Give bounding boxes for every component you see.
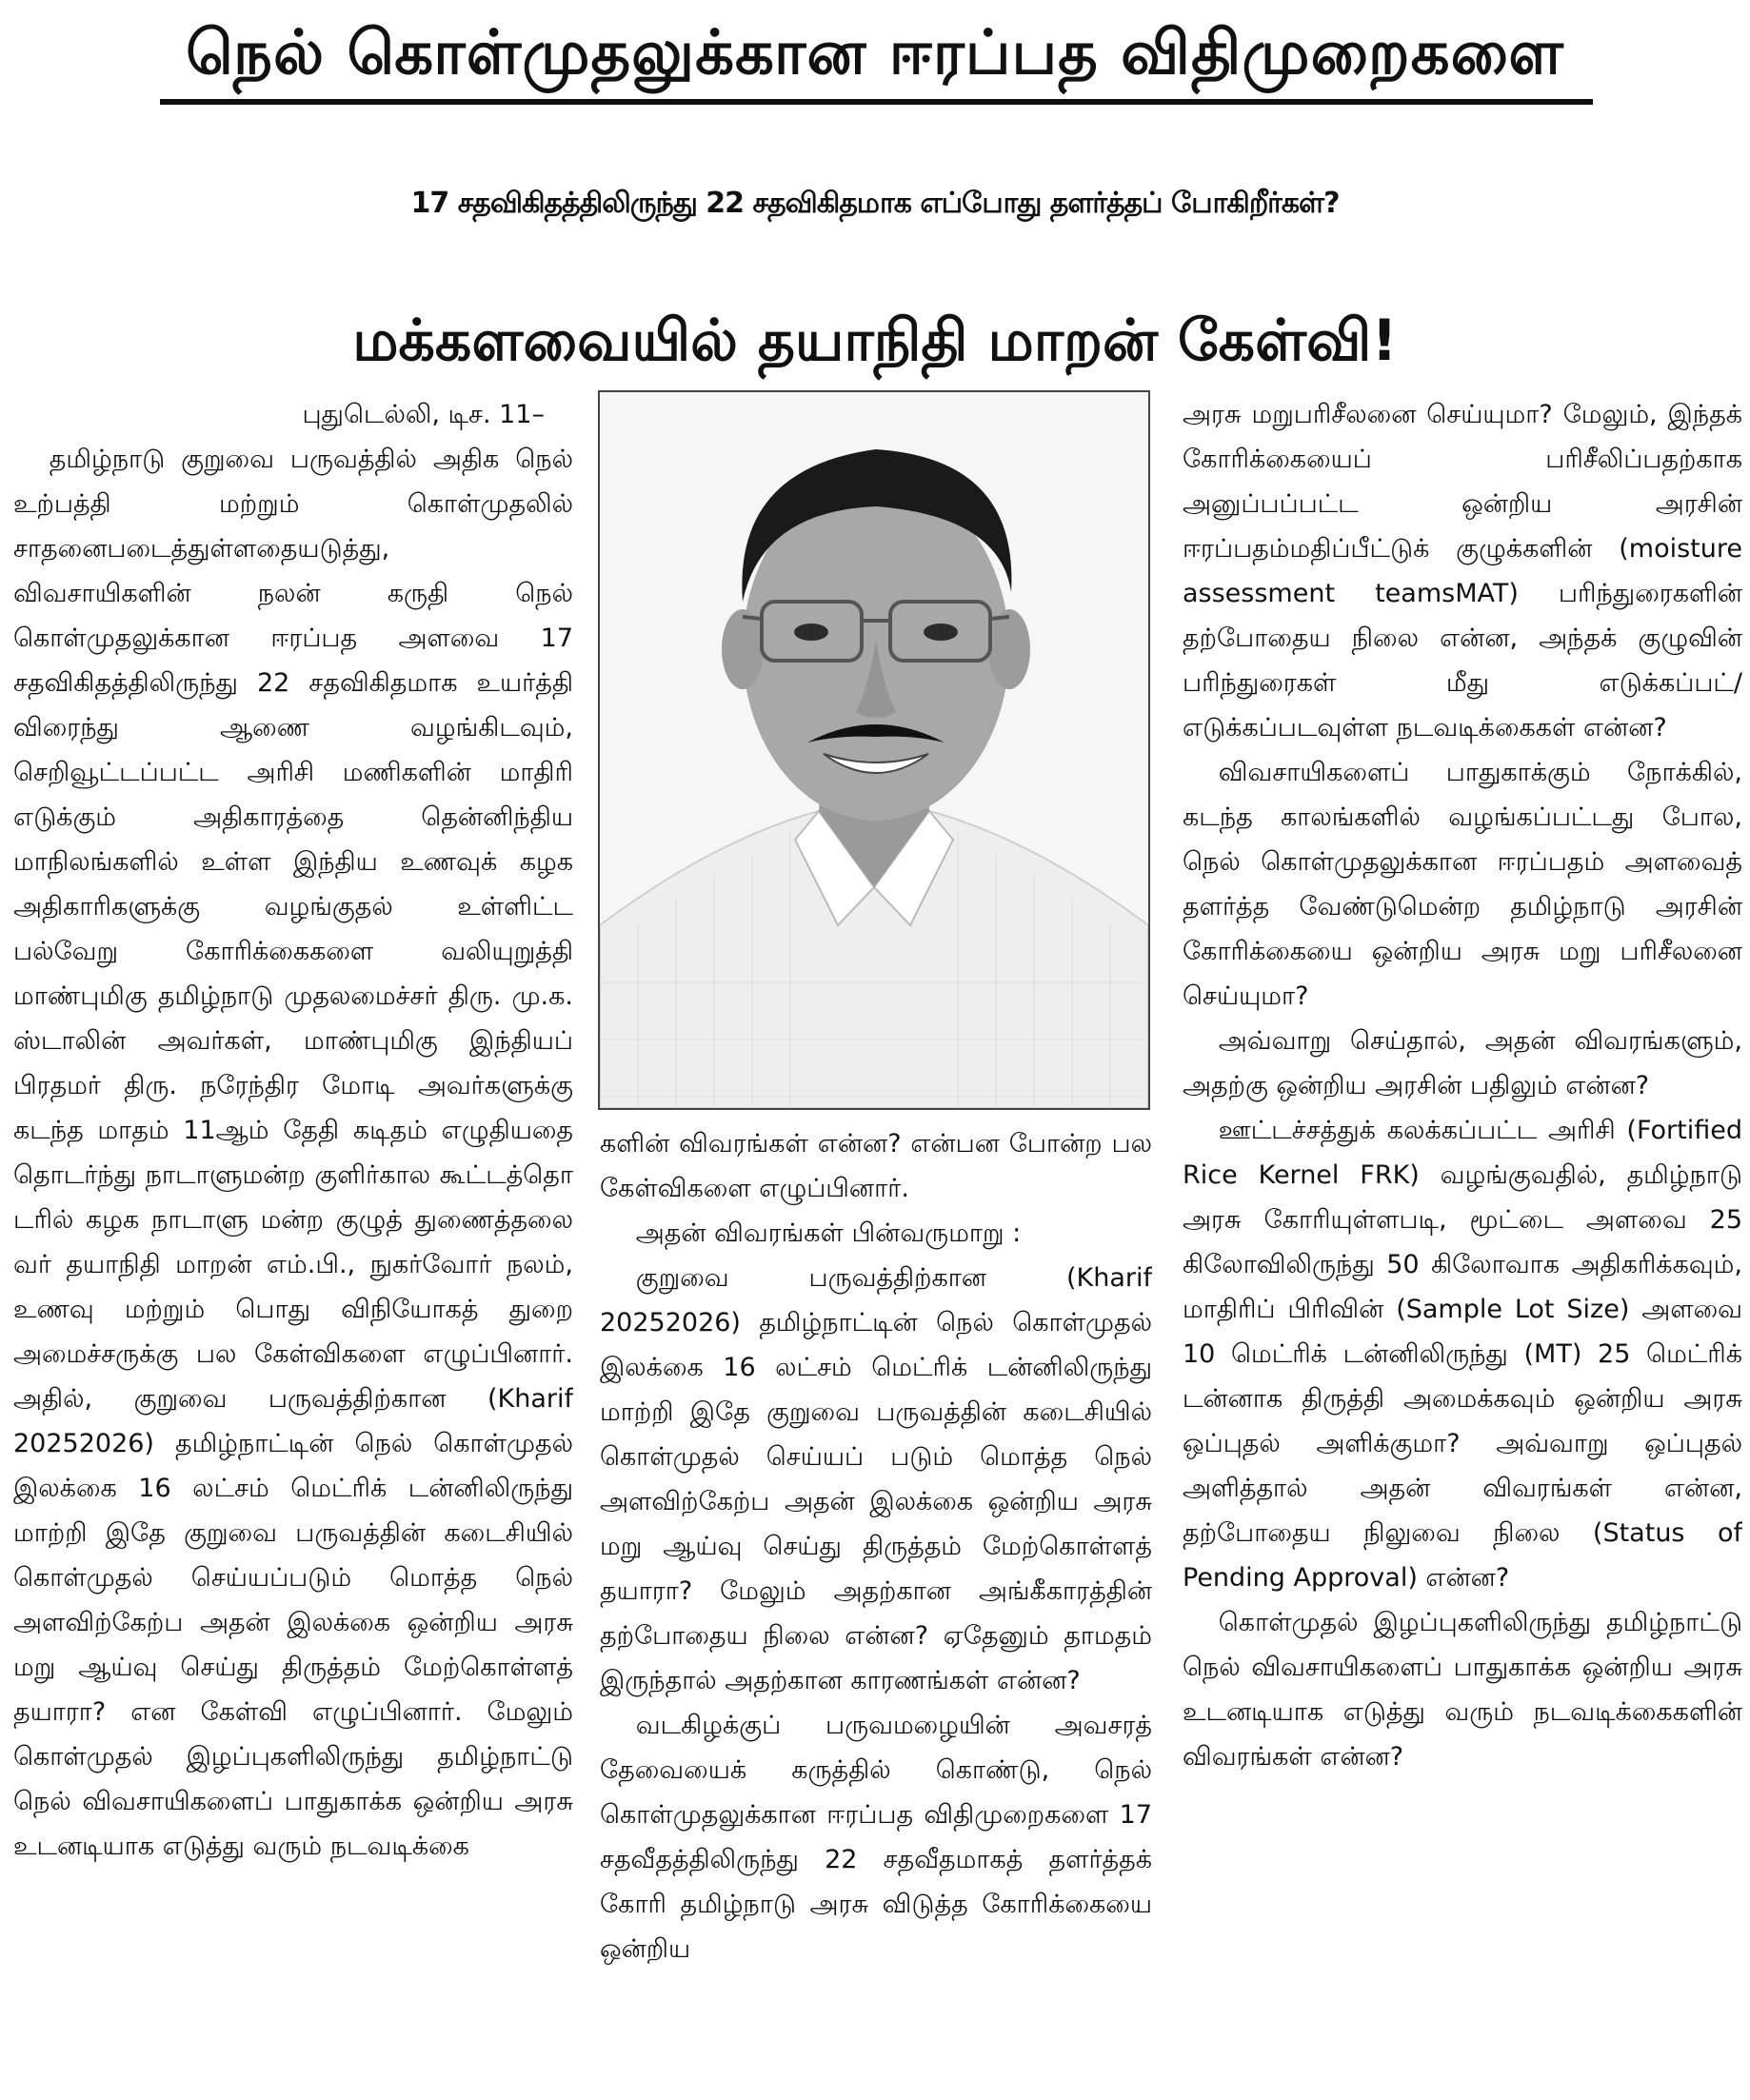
col2-paragraph-4: வடகிழக்குப் பருவமழையின் அவசரத் தேவையைக் கருத்தில் கொண்டு, நெல் கொள்முதலுக்கான ஈரப்பத விதிமுறைகளை 17 சதவீதத்திலிருந்து 22 சதவீதமாகத் தளர்த்தக் கோரி தமிழ்நாடு அரசு விடுத்த கோரிக்கையை ஒன்றிய bbox=[600, 1711, 1152, 1964]
dateline: புதுடெல்லி, டிச. 11– bbox=[302, 400, 545, 429]
article-column-2 bbox=[600, 1121, 1152, 2096]
portrait-photo bbox=[598, 390, 1150, 1110]
article-column-1 bbox=[13, 392, 573, 2094]
col2-paragraph-3: குறுவை பருவத்திற்கான (Kharif 20252026) தமிழ்நாட்டின் நெல் கொள்முதல் இலக்கை 16 லட்சம் மெட்ரிக் டன்னிலிருந்து மாற்றி இதே குறுவை பருவத்தின் கடைசியில் கொள்முதல் செய்யப் படும் மொத்த நெல் அளவிற்கேற்ப அதன் இலக்கை ஒன்றிய அரசு மறு ஆய்வு செய்து திருத்தம் மேற்கொள்ளத் தயாரா? மேலும் அதற்கான அங்கீகாரத்தின் தற்போதைய நிலை என்ன? ஏதேனும் தாமதம் இருந்தால் அதற்கான காரணங்கள் என்ன? bbox=[600, 1263, 1152, 1695]
headline-line-3: மக்களவையில் தயாநிதி மாறன் கேள்வி! bbox=[352, 307, 1398, 374]
col2-paragraph-2: அதன் விவரங்கள் பின்வருமாறு : bbox=[635, 1218, 1022, 1248]
col1-paragraph-1: தமிழ்நாடு குறுவை பருவத்தில் அதிக நெல் உற்பத்தி மற்றும் கொள்முதலில் சாதனைபடைத்துள்ளதையடுத்து, விவசாயிகளின் நலன் கருதி நெல் கொள்முதலுக்கான ஈரப்பத அளவை 17 சதவிகிதத்திலிருந்து 22 சதவிகிதமாக உயர்த்தி விரைந்து ஆணை வழங்கிடவும், செறிவூட்டப்பட்ட அரிசி மணிகளின் மாதிரி எடுக்கும் அதிகாரத்தை தென்னிந்திய மாநிலங்களில் உள்ள இந்திய உணவுக் கழக அதிகாரிகளுக்கு வழங்குதல் உள்ளிட்ட பல்வேறு கோரிக்கைகளை வலியுறுத்தி மாண்புமிகு தமிழ்நாடு முதலமைச்சர் திரு. மு.க. ஸ்டாலின் அவர்கள், மாண்புமிகு இந்தியப் பிரதமர் திரு. நரேந்திர மோடி அவர்களுக்கு கடந்த மாதம் 11ஆம் தேதி கடிதம் எழுதியதை தொடர்ந்து நாடாளுமன்ற குளிர்கால கூட்டத்தொ டரில் கழக நாடாளு மன்ற குழுத் துணைத்தலை வர் தயாநிதி மாறன் எம்.பி., நுகர்வோர் நலம், உணவு மற்றும் பொது விநியோகத் துறை அமைச்சருக்கு பல கேள்விகளை எழுப்பினார். அதில், குறுவை பருவத்திற்கான (Kharif 20252026) தமிழ்நாட்டின் நெல் கொள்முதல் இலக்கை 16 லட்சம் மெட்ரிக் டன்னிலிருந்து மாற்றி இதே குறுவை பருவத்தின் கடைசியில் கொள்முதல் செய்யப்படும் மொத்த நெல் அளவிற்கேற்ப அதன் இலக்கை ஒன்றிய அரசு மறு ஆய்வு செய்து திருத்தம் மேற்கொள்ளத் தயாரா? என கேள்வி எழுப்பினார். மேலும் கொள்முதல் இழப்புகளிலிருந்து தமிழ்நாட்டு நெல் விவசாயிகளைப் பாதுகாக்க ஒன்றிய அரசு உடனடியாக எடுத்து வரும் நடவடிக்கை bbox=[13, 445, 573, 1861]
portrait-illustration bbox=[600, 392, 1148, 1108]
col3-paragraph-1: அரசு மறுபரிசீலனை செய்யுமா? மேலும், இந்தக் கோரிக்கையைப் பரிசீலிப்பதற்காக அனுப்பப்பட்ட ஒன்றிய அரசின் ஈரப்பதம்மதிப்பீட்டுக் குழுக்களின் (moisture assessment teamsMAT) பரிந்துரைகளின் தற்போதைய நிலை என்ன, அந்தக் குழுவின் பரிந்துரைகள் மீது எடுக்கப்பட்/எடுக்கப்படவுள்ள நடவடிக்கைகள் என்ன? bbox=[1183, 400, 1742, 743]
headline-line-2: 17 சதவிகிதத்திலிருந்து 22 சதவிகிதமாக எப்போது தளர்த்தப் போகிறீர்கள்? bbox=[410, 187, 1340, 220]
col3-paragraph-2: விவசாயிகளைப் பாதுகாக்கும் நோக்கில், கடந்த காலங்களில் வழங்கப்பட்டது போல, நெல் கொள்முதலுக்கான ஈரப்பதம் அளவைத் தளர்த்த வேண்டுமென்ற தமிழ்நாடு அரசின் கோரிக்கையை ஒன்றிய அரசு மறு பரிசீலனை செய்யுமா? bbox=[1183, 758, 1742, 1011]
headline-underline bbox=[160, 99, 1593, 105]
col2-paragraph-1: களின் விவரங்கள் என்ன? என்பன போன்ற பல கேள்விகளை எழுப்பினார். bbox=[600, 1129, 1152, 1203]
headline-line-1: நெல் கொள்முதலுக்கான ஈரப்பத விதிமுறைகளை bbox=[186, 18, 1564, 89]
col3-paragraph-3: அவ்வாறு செய்தால், அதன் விவரங்களும், அதற்கு ஒன்றிய அரசின் பதிலும் என்ன? bbox=[1183, 1026, 1742, 1100]
article-column-3 bbox=[1183, 392, 1742, 2094]
col3-paragraph-5: கொள்முதல் இழப்புகளிலிருந்து தமிழ்நாட்டு நெல் விவசாயிகளைப் பாதுகாக்க ஒன்றிய அரசு உடனடியாக எடுத்து வரும் நடவடிக்கைகளின் விவரங்கள் என்ன? bbox=[1183, 1608, 1742, 1772]
col3-paragraph-4: ஊட்டச்சத்துக் கலக்கப்பட்ட அரிசி (Fortified Rice Kernel FRK) வழங்குவதில், தமிழ்நாடு அரசு கோரியுள்ளபடி, மூட்டை அளவை 25 கிலோவிலிருந்து 50 கிலோவாக அதிகரிக்கவும், மாதிரிப் பிரிவின் (Sample Lot Size) அளவை 10 மெட்ரிக் டன்னிலிருந்து (MT) 25 மெட்ரிக் டன்னாக திருத்தி அமைக்கவும் ஒன்றிய அரசு ஒப்புதல் அளிக்குமா? அவ்வாறு ஒப்புதல் அளித்தால் அதன் விவரங்கள் என்ன, தற்போதைய நிலுவை நிலை (Status of Pending Approval) என்ன? bbox=[1183, 1116, 1742, 1593]
